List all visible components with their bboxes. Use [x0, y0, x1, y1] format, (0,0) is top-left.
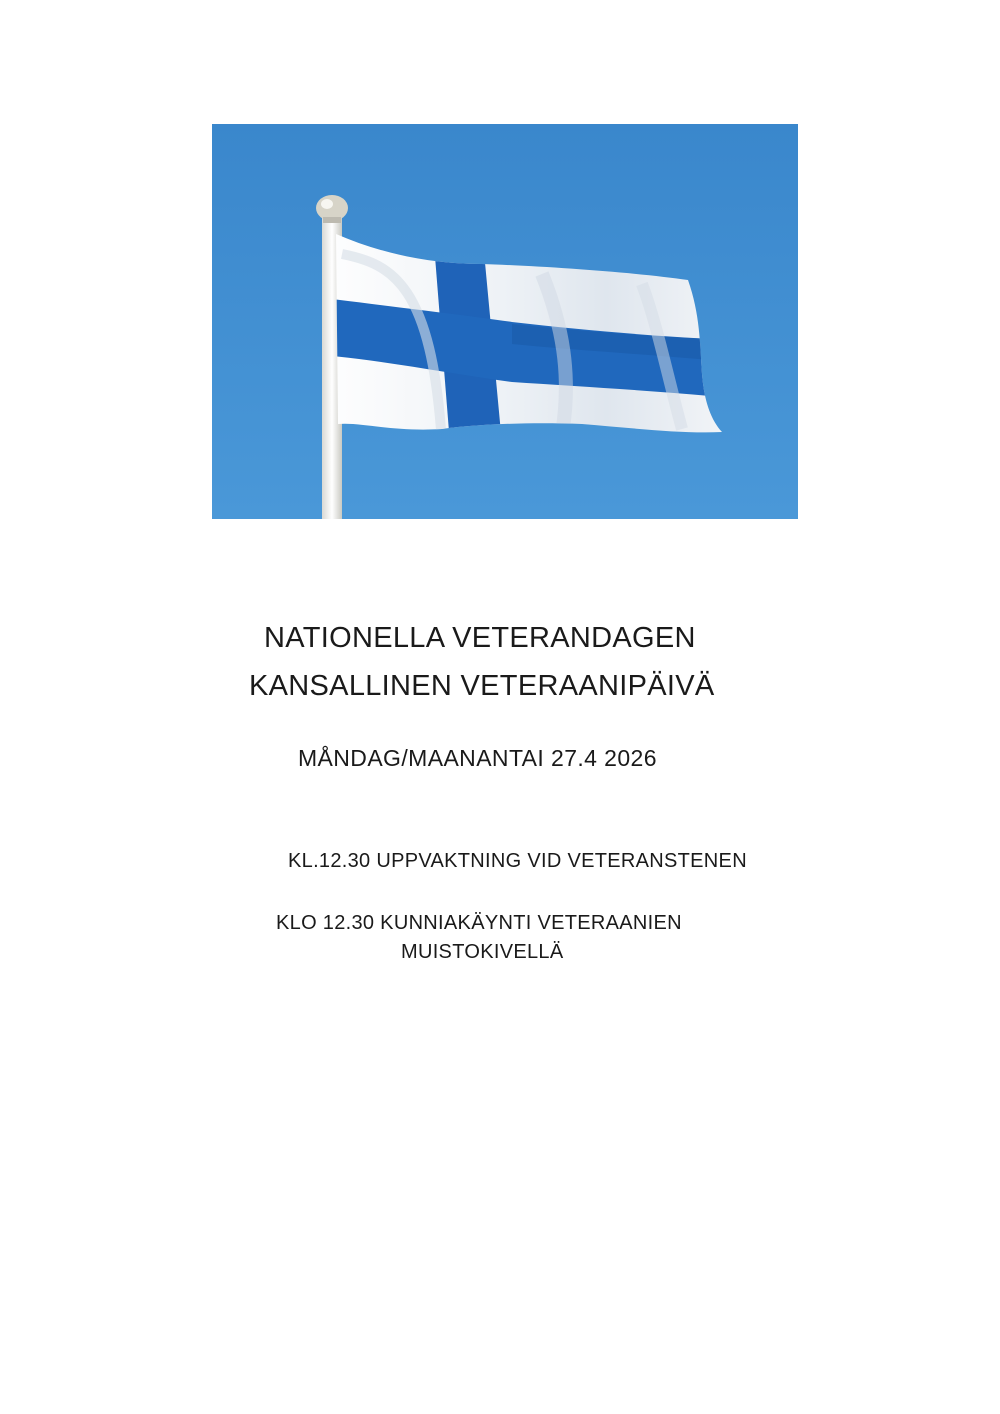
title-swedish: NATIONELLA VETERANDAGEN — [264, 622, 696, 654]
event-finnish-line-1: KLO 12.30 KUNNIAKÄYNTI VETERAANIEN — [276, 912, 682, 934]
title-finnish: KANSALLINEN VETERAANIPÄIVÄ — [249, 670, 715, 702]
event-swedish: KL.12.30 UPPVAKTNING VID VETERANSTENEN — [288, 850, 747, 872]
event-finnish-line-2: MUISTOKIVELLÄ — [401, 941, 564, 963]
event-date: MÅNDAG/MAANANTAI 27.4 2026 — [298, 745, 657, 771]
flag-photo — [212, 124, 798, 519]
